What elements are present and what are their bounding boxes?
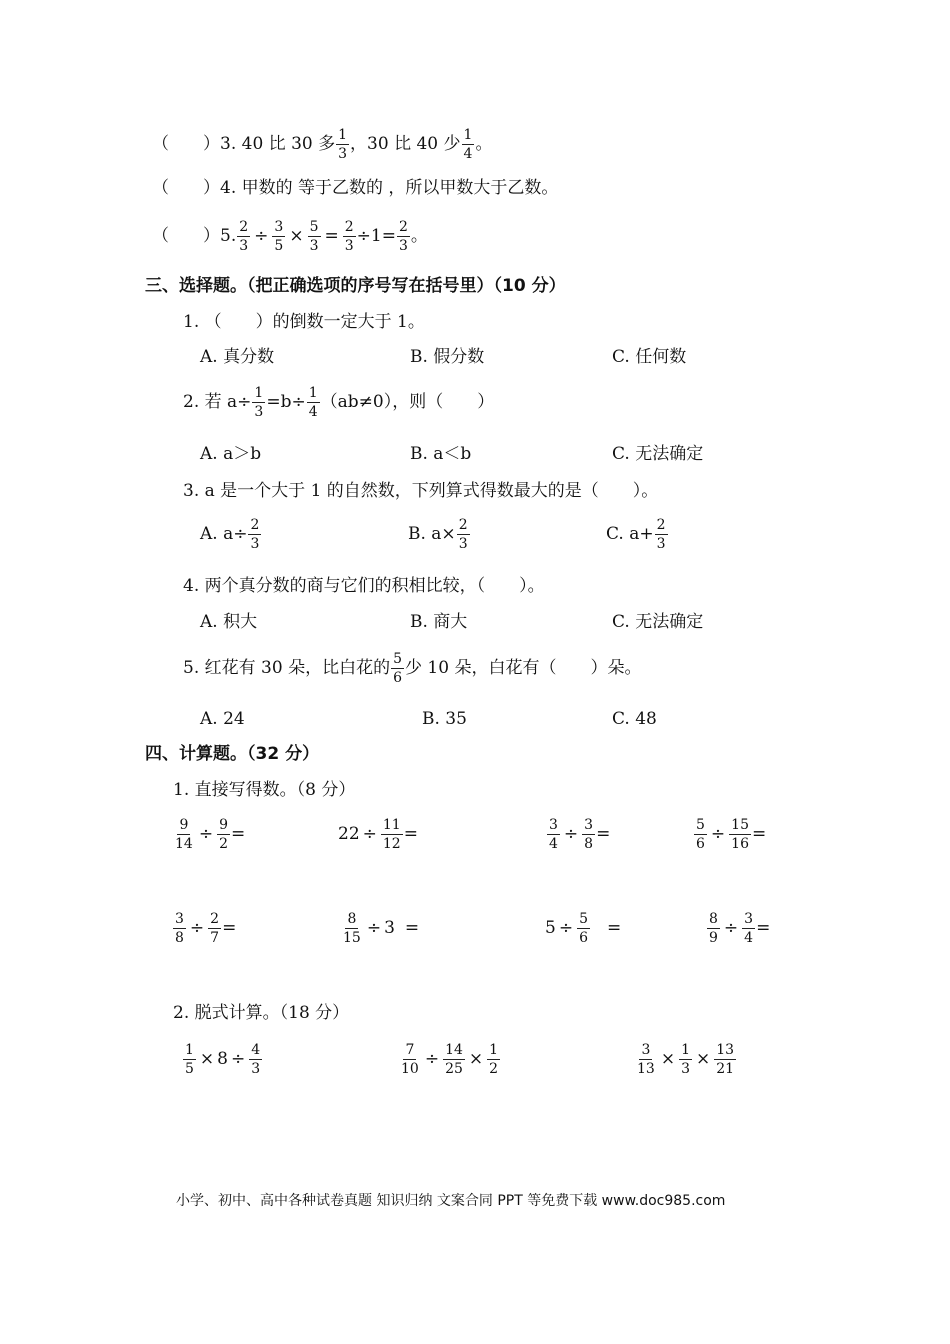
fraction [341, 912, 363, 945]
integer: 22 [338, 824, 360, 844]
fraction [729, 818, 751, 851]
denominator: 16 [731, 836, 749, 852]
multiply-sign: × [696, 1049, 711, 1069]
calc-3b [398, 1043, 501, 1076]
equals-sign: = [404, 918, 420, 938]
denominator: 5 [185, 1061, 194, 1077]
denominator: 15 [343, 930, 361, 946]
numerator: 13 [716, 1042, 735, 1058]
fraction [399, 1043, 421, 1076]
denominator: 21 [716, 1061, 735, 1077]
fraction [237, 220, 250, 253]
fraction [707, 912, 720, 945]
item-text: 少 10 朵，白花有（ ）朵。 [405, 658, 642, 678]
numerator: 2 [458, 517, 468, 533]
numerator: 9 [219, 817, 228, 833]
fraction [577, 912, 590, 945]
item-text: 。 [410, 226, 428, 246]
item-text: 4. 甲数的 等于乙数的 ，所以甲数大于乙数。 [220, 178, 559, 198]
item-text: 5. [220, 226, 237, 246]
numerator: 3 [175, 911, 184, 927]
calc-1d [693, 818, 766, 851]
divide-sign: ÷ [366, 918, 382, 938]
equals-sign: = [231, 824, 246, 844]
multiply-sign: × [468, 1049, 484, 1069]
numerator: 1 [338, 127, 348, 143]
numerator: 11 [382, 817, 401, 833]
fraction [742, 912, 755, 945]
numerator: 2 [656, 517, 666, 533]
numerator: 1 [489, 1042, 499, 1058]
equals-sign: = [752, 824, 767, 844]
item-text: =b÷ [266, 392, 306, 412]
denominator: 13 [637, 1061, 655, 1077]
denominator: 25 [445, 1061, 463, 1077]
denominator: 3 [344, 238, 354, 254]
fraction [183, 1043, 196, 1076]
numerator: 4 [251, 1042, 261, 1058]
numerator: 5 [309, 219, 319, 235]
integer: 3 [384, 918, 395, 938]
numerator: 2 [210, 911, 220, 927]
text-part: A. a÷ [200, 524, 248, 544]
equals-sign: = [607, 918, 622, 938]
numerator: 9 [179, 817, 189, 833]
denominator: 14 [175, 836, 193, 852]
fraction [694, 818, 707, 851]
numerator: 2 [398, 219, 408, 235]
answer-paren: （ ） [152, 134, 220, 154]
denominator: 4 [308, 404, 318, 420]
equals-sign: = [222, 918, 237, 938]
fraction [173, 912, 186, 945]
answer-paren: （ ） [152, 226, 220, 246]
sub-title-stepwise: 2. 脱式计算。（18 分） [173, 1003, 350, 1023]
q3-5-stem [183, 652, 641, 685]
q3-5-option-b: B. 35 [422, 709, 467, 729]
item-text: 。 [475, 134, 493, 154]
numerator: 1 [308, 385, 318, 401]
fraction [307, 386, 320, 419]
calc-2c [545, 912, 621, 945]
q3-4-option-c: C. 无法确定 [612, 612, 704, 632]
numerator: 1 [681, 1042, 690, 1058]
fraction [487, 1043, 500, 1076]
denominator: 3 [251, 1061, 261, 1077]
fraction [547, 818, 560, 851]
equals-sign: = [403, 824, 418, 844]
denominator: 5 [274, 238, 284, 254]
denominator: 4 [549, 836, 558, 852]
numerator: 8 [347, 911, 357, 927]
denominator: 3 [309, 238, 319, 254]
numerator: 3 [274, 219, 284, 235]
q3-4-stem: 4. 两个真分数的商与它们的积相比较，（ ）。 [183, 576, 545, 596]
calc-1a [172, 818, 245, 851]
denominator: 2 [489, 1061, 499, 1077]
text-part: C. a+ [606, 524, 654, 544]
text-part: B. a× [408, 524, 456, 544]
numerator: 5 [579, 911, 588, 927]
denominator: 8 [175, 930, 184, 946]
denominator: 8 [584, 836, 594, 852]
divide-sign: ÷ [254, 226, 269, 246]
fraction [248, 518, 261, 551]
denominator: 3 [681, 1061, 690, 1077]
fraction [308, 220, 321, 253]
calc-2d [706, 912, 770, 945]
numerator: 1 [463, 127, 473, 143]
fraction [397, 220, 410, 253]
fraction [679, 1043, 692, 1076]
calc-3c [634, 1043, 737, 1076]
equals-sign: = [596, 824, 611, 844]
denominator: 2 [219, 836, 228, 852]
denominator: 3 [398, 238, 408, 254]
numerator: 2 [250, 517, 260, 533]
multiply-sign: × [289, 226, 304, 246]
divide-sign: ÷ [558, 918, 574, 938]
fraction [217, 818, 230, 851]
divide-sign: ÷ [362, 824, 377, 844]
divide-sign: ÷ [723, 918, 739, 938]
denominator: 3 [254, 404, 264, 420]
numerator: 1 [254, 385, 264, 401]
calc-1b [338, 818, 418, 851]
fraction [462, 128, 475, 161]
divide-sign: ÷ [189, 918, 205, 938]
numerator: 2 [344, 219, 354, 235]
equals-sign: = [756, 918, 771, 938]
denominator: 12 [382, 836, 401, 852]
fraction [252, 386, 265, 419]
denominator: 4 [744, 930, 754, 946]
section-4-title: 四、计算题。（32 分） [145, 744, 320, 764]
sub-title-direct: 1. 直接写得数。（8 分） [173, 780, 356, 800]
fraction [714, 1043, 736, 1076]
section-3-title: 三、选择题。（把正确选项的序号写在括号里）（10 分） [145, 276, 566, 296]
equals-sign: = [324, 226, 339, 246]
q3-3-stem: 3. a 是一个大于 1 的自然数，下列算式得数最大的是（ ）。 [183, 481, 659, 501]
judge-item-3 [152, 128, 492, 161]
item-text: 5. 红花有 30 朵，比白花的 [183, 658, 391, 678]
denominator: 3 [239, 238, 249, 254]
q3-1-stem: 1. （ ）的倒数一定大于 1。 [183, 312, 425, 332]
q3-3-option-a [200, 518, 262, 551]
denominator: 9 [709, 930, 718, 946]
calc-1c [546, 818, 610, 851]
judge-item-4 [152, 180, 558, 197]
denominator: 7 [210, 930, 220, 946]
denominator: 4 [463, 146, 473, 162]
denominator: 6 [696, 836, 705, 852]
numerator: 3 [744, 911, 754, 927]
q3-2-stem [183, 386, 494, 419]
q3-4-option-a: A. 积大 [200, 612, 258, 632]
denominator: 6 [579, 930, 588, 946]
q3-5-option-c: C. 48 [612, 709, 657, 729]
numerator: 15 [731, 817, 749, 833]
numerator: 7 [405, 1042, 415, 1058]
fraction [635, 1043, 657, 1076]
fraction [655, 518, 668, 551]
q3-5-option-a: A. 24 [200, 709, 245, 729]
q3-3-option-c [606, 518, 669, 551]
numerator: 5 [393, 651, 402, 667]
numerator: 1 [185, 1042, 194, 1058]
numerator: 5 [696, 817, 705, 833]
divide-sign: ÷ [563, 824, 579, 844]
q3-1-option-c: C. 任何数 [612, 347, 687, 367]
numerator: 14 [445, 1042, 463, 1058]
fraction [208, 912, 221, 945]
numerator: 3 [584, 817, 594, 833]
footer-text: 小学、初中、高中各种试卷真题 知识归纳 文案合同 PPT 等免费下载 www.doc985.com [176, 1193, 726, 1209]
fraction [249, 1043, 262, 1076]
denominator: 3 [338, 146, 348, 162]
item-text: 3. 40 比 30 多 [220, 134, 336, 154]
denominator: 6 [393, 670, 402, 686]
q3-1-option-b: B. 假分数 [410, 347, 485, 367]
q3-3-option-b [408, 518, 471, 551]
integer: 5 [545, 918, 556, 938]
item-text: （ab≠0），则（ ） [320, 392, 495, 412]
divide-sign: ÷ [231, 1049, 246, 1069]
item-text: ，30 比 40 少 [350, 134, 461, 154]
q3-1-option-a: A. 真分数 [200, 347, 275, 367]
fraction [343, 220, 356, 253]
judge-item-5 [152, 220, 428, 253]
calc-2b [340, 912, 419, 945]
denominator: 3 [458, 536, 468, 552]
integer: 8 [217, 1049, 228, 1069]
q3-2-option-a: A. a＞b [200, 444, 262, 464]
answer-paren: （ ） [152, 178, 220, 198]
multiply-sign: × [199, 1049, 215, 1069]
divide-sign: ÷ [198, 824, 214, 844]
fraction [381, 818, 403, 851]
fraction [443, 1043, 465, 1076]
fraction [457, 518, 470, 551]
q3-2-option-b: B. a＜b [410, 444, 472, 464]
item-text: 2. 若 a÷ [183, 392, 252, 412]
calc-2a [172, 912, 236, 945]
fraction [173, 818, 195, 851]
fraction [582, 818, 595, 851]
denominator: 10 [401, 1061, 419, 1077]
numerator: 8 [709, 911, 718, 927]
fraction [272, 220, 285, 253]
fraction [336, 128, 349, 161]
q3-2-option-c: C. 无法确定 [612, 444, 704, 464]
q3-4-option-b: B. 商大 [410, 612, 468, 632]
divide-sign: ÷ [424, 1049, 440, 1069]
denominator: 3 [656, 536, 666, 552]
numerator: 3 [641, 1042, 651, 1058]
item-text: ÷1= [356, 226, 396, 246]
denominator: 3 [250, 536, 260, 552]
fraction [391, 652, 404, 685]
numerator: 3 [549, 817, 558, 833]
calc-3a [182, 1043, 263, 1076]
divide-sign: ÷ [710, 824, 726, 844]
numerator: 2 [239, 219, 249, 235]
multiply-sign: × [660, 1049, 676, 1069]
